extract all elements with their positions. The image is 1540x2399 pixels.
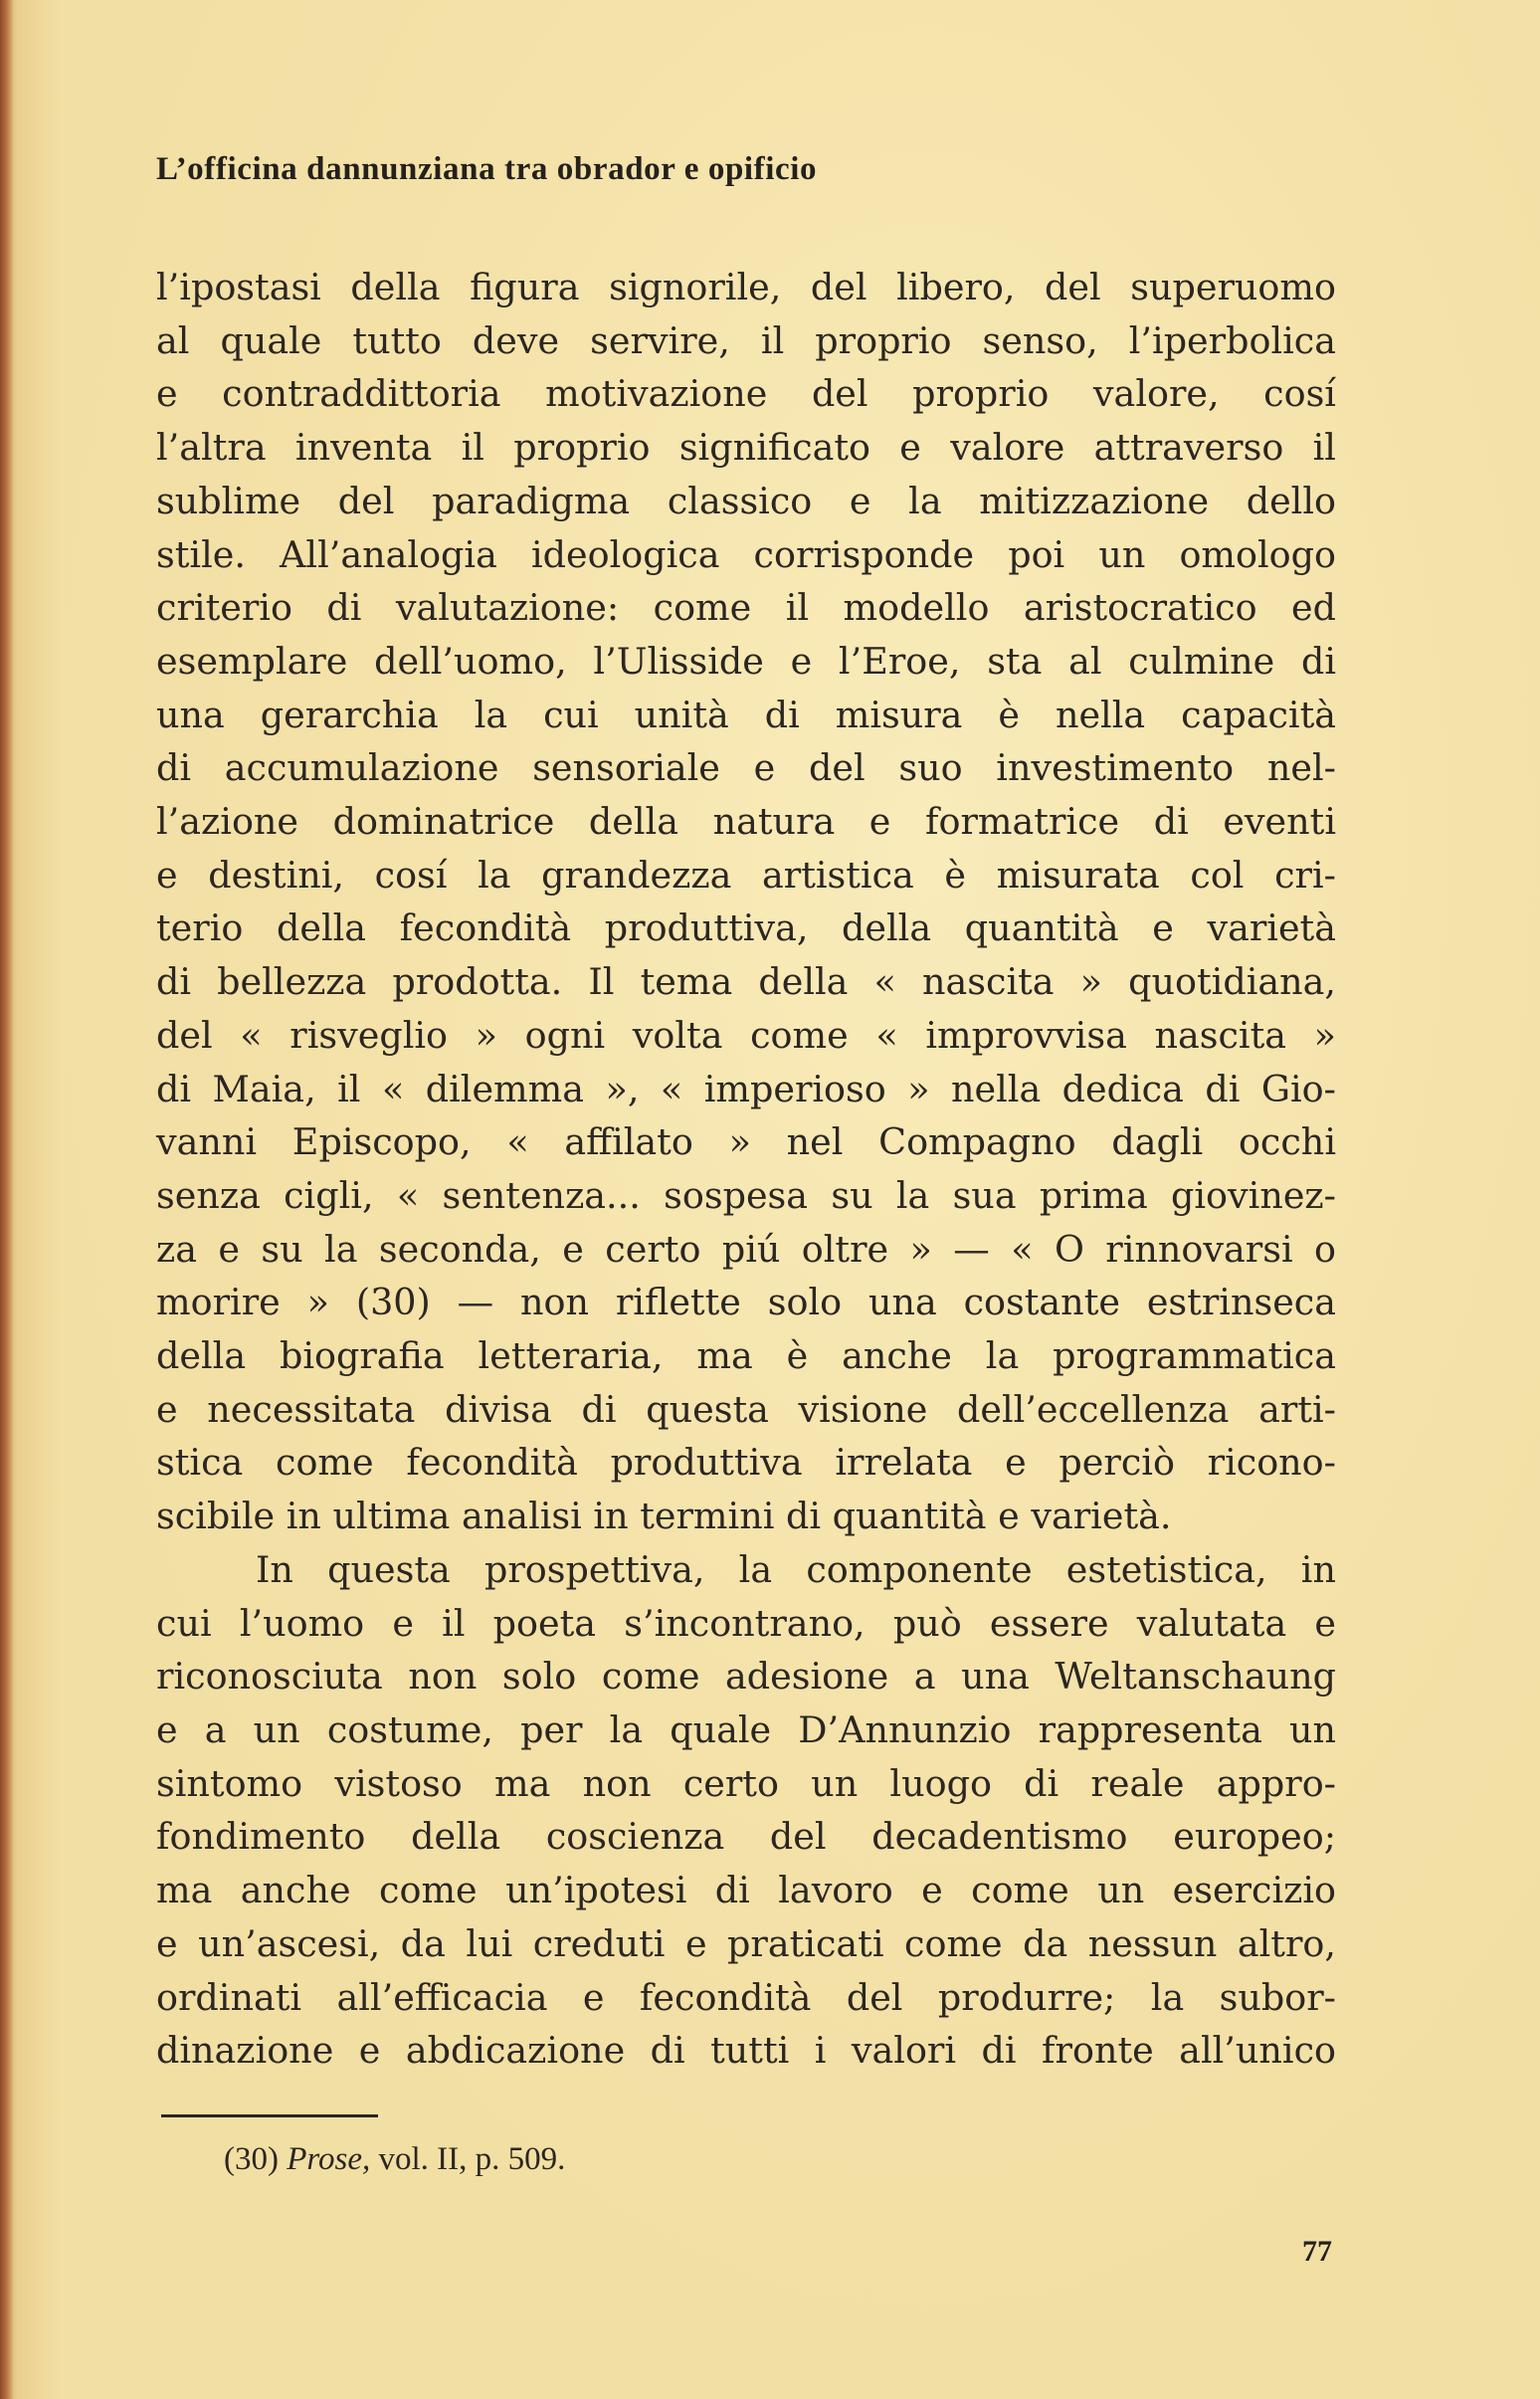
text-line: stica come fecondità produttiva irrelata e perciò ricono- bbox=[156, 1441, 1336, 1485]
text-line: e necessitata divisa di questa visione dell’eccellenza arti- bbox=[156, 1387, 1336, 1431]
text-line: esemplare dell’uomo, l’Ulisside e l’Eroe, sta al culmine di bbox=[156, 639, 1336, 683]
text-line: del « risveglio » ogni volta come « improvvisa nascita » bbox=[156, 1013, 1336, 1057]
running-title: L’officina dannunziana tra obrador e opificio bbox=[156, 151, 818, 187]
text-line: senza cigli, « sentenza... sospesa su la sua prima giovinez- bbox=[156, 1173, 1336, 1217]
text-line: al quale tutto deve servire, il proprio senso, l’iperbolica bbox=[156, 318, 1336, 362]
text-line: scibile in ultima analisi in termini di quantità e varietà. bbox=[156, 1495, 1172, 1538]
footnote-marker: (30) bbox=[224, 2141, 279, 2177]
text-line: In questa prospettiva, la componente estetistica, in bbox=[256, 1547, 1336, 1591]
footnote-source-title: Prose, bbox=[287, 2141, 371, 2177]
text-line: di accumulazione sensoriale e del suo investimento nel- bbox=[156, 746, 1336, 790]
footnote bbox=[224, 2141, 565, 2178]
text-line: criterio di valutazione: come il modello aristocratico ed bbox=[156, 586, 1336, 630]
text-line: vanni Episcopo, « affilato » nel Compagno dagli occhi bbox=[156, 1120, 1336, 1164]
text-line: e contraddittoria motivazione del proprio valore, cosí bbox=[156, 372, 1336, 416]
text-line: una gerarchia la cui unità di misura è nella capacità bbox=[156, 693, 1336, 736]
text-line: stile. All’analogia ideologica corrisponde poi un omologo bbox=[156, 532, 1336, 576]
text-line: e a un costume, per la quale D’Annunzio rappresenta un bbox=[156, 1707, 1336, 1751]
text-line: l’altra inventa il proprio significato e valore attraverso il bbox=[156, 426, 1336, 470]
text-line: di Maia, il « dilemma », « imperioso » nella dedica di Gio- bbox=[156, 1067, 1336, 1110]
text-line: e un’ascesi, da lui creduti e praticati come da nessun altro, bbox=[156, 1921, 1336, 1965]
text-line: di bellezza prodotta. Il tema della « nascita » quotidiana, bbox=[156, 960, 1336, 1004]
text-line: terio della fecondità produttiva, della quantità e varietà bbox=[156, 906, 1336, 950]
text-line: e destini, cosí la grandezza artistica è misurata col cri- bbox=[156, 853, 1336, 897]
page-edge-shadow bbox=[0, 0, 14, 2399]
text-line: sublime del paradigma classico e la mitizzazione dello bbox=[156, 479, 1336, 522]
text-line: za e su la seconda, e certo piú oltre » — « O rinnovarsi o bbox=[156, 1227, 1336, 1271]
text-line: l’ipostasi della figura signorile, del libero, del superuomo bbox=[156, 266, 1336, 308]
text-line: riconosciuta non solo come adesione a una Weltanschaung bbox=[156, 1655, 1336, 1699]
footnote-reference: vol. II, p. 509. bbox=[378, 2141, 566, 2177]
body-text bbox=[156, 261, 1336, 2078]
text-line: fondimento della coscienza del decadentismo europeo; bbox=[156, 1815, 1336, 1859]
text-line: cui l’uomo e il poeta s’incontrano, può essere valutata e bbox=[156, 1601, 1336, 1645]
text-line: ordinati all’efficacia e fecondità del produrre; la subor- bbox=[156, 1975, 1336, 2019]
text-line: morire » (30) — non riflette solo una costante estrinseca bbox=[156, 1281, 1336, 1324]
footnote-divider bbox=[161, 2114, 378, 2117]
page-number: 77 bbox=[1302, 2235, 1332, 2268]
text-line: della biografia letteraria, ma è anche la programmatica bbox=[156, 1334, 1336, 1378]
text-line: l’azione dominatrice della natura e formatrice di eventi bbox=[156, 800, 1336, 844]
text-line: ma anche come un’ipotesi di lavoro e come un esercizio bbox=[156, 1869, 1336, 1912]
text-line: dinazione e abdicazione di tutti i valori di fronte all’unico bbox=[156, 2029, 1336, 2073]
text-line: sintomo vistoso ma non certo un luogo di reale appro- bbox=[156, 1761, 1336, 1805]
